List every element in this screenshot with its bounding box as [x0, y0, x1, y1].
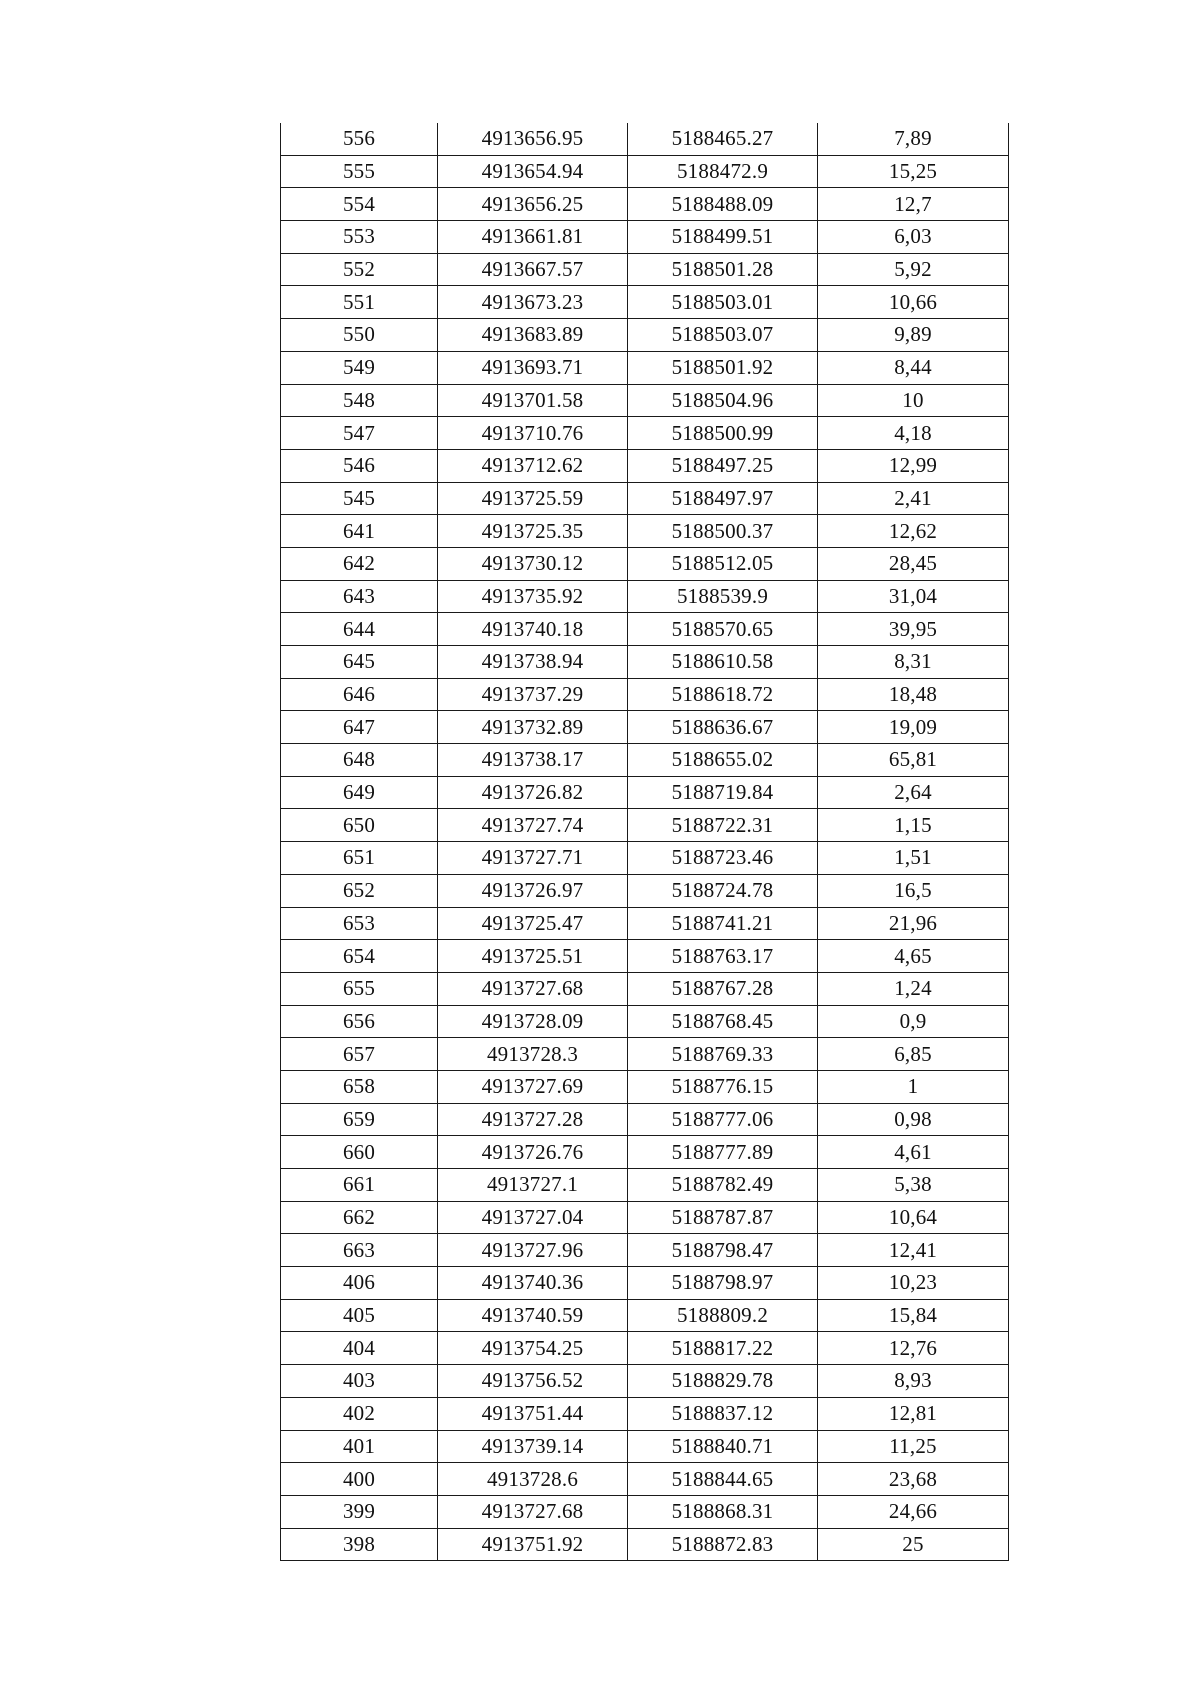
x-coordinate-cell: 4913739.14 [438, 1430, 628, 1463]
distance-cell: 4,61 [818, 1136, 1009, 1169]
table-row [281, 351, 1009, 384]
table-row [281, 449, 1009, 482]
y-coordinate-cell: 5188488.09 [628, 188, 818, 221]
distance-cell: 31,04 [818, 580, 1009, 613]
y-coordinate-cell: 5188776.15 [628, 1070, 818, 1103]
point-number-cell: 663 [281, 1234, 438, 1267]
table-row [281, 221, 1009, 254]
x-coordinate-cell: 4913727.69 [438, 1070, 628, 1103]
distance-cell: 2,64 [818, 776, 1009, 809]
point-number-cell: 659 [281, 1103, 438, 1136]
point-number-cell: 660 [281, 1136, 438, 1169]
y-coordinate-cell: 5188723.46 [628, 842, 818, 875]
y-coordinate-cell: 5188782.49 [628, 1169, 818, 1202]
table-row [281, 319, 1009, 352]
x-coordinate-cell: 4913727.74 [438, 809, 628, 842]
x-coordinate-cell: 4913693.71 [438, 351, 628, 384]
x-coordinate-cell: 4913656.95 [438, 123, 628, 155]
y-coordinate-cell: 5188777.89 [628, 1136, 818, 1169]
distance-cell: 0,98 [818, 1103, 1009, 1136]
point-number-cell: 548 [281, 384, 438, 417]
table-row [281, 1201, 1009, 1234]
distance-cell: 25 [818, 1528, 1009, 1561]
x-coordinate-cell: 4913730.12 [438, 547, 628, 580]
x-coordinate-cell: 4913738.17 [438, 744, 628, 777]
point-number-cell: 555 [281, 155, 438, 188]
distance-cell: 65,81 [818, 744, 1009, 777]
y-coordinate-cell: 5188817.22 [628, 1332, 818, 1365]
table-row [281, 1103, 1009, 1136]
y-coordinate-cell: 5188501.92 [628, 351, 818, 384]
x-coordinate-cell: 4913751.92 [438, 1528, 628, 1561]
x-coordinate-cell: 4913667.57 [438, 253, 628, 286]
distance-cell: 8,93 [818, 1365, 1009, 1398]
x-coordinate-cell: 4913727.96 [438, 1234, 628, 1267]
table-row [281, 188, 1009, 221]
y-coordinate-cell: 5188499.51 [628, 221, 818, 254]
y-coordinate-cell: 5188618.72 [628, 678, 818, 711]
distance-cell: 15,84 [818, 1299, 1009, 1332]
distance-cell: 0,9 [818, 1005, 1009, 1038]
y-coordinate-cell: 5188472.9 [628, 155, 818, 188]
y-coordinate-cell: 5188763.17 [628, 940, 818, 973]
point-number-cell: 661 [281, 1169, 438, 1202]
point-number-cell: 404 [281, 1332, 438, 1365]
y-coordinate-cell: 5188829.78 [628, 1365, 818, 1398]
x-coordinate-cell: 4913728.09 [438, 1005, 628, 1038]
distance-cell: 4,18 [818, 417, 1009, 450]
y-coordinate-cell: 5188777.06 [628, 1103, 818, 1136]
distance-cell: 12,76 [818, 1332, 1009, 1365]
table-row [281, 547, 1009, 580]
table-row [281, 417, 1009, 450]
table-row [281, 711, 1009, 744]
table-row [281, 1495, 1009, 1528]
point-number-cell: 655 [281, 972, 438, 1005]
point-number-cell: 644 [281, 613, 438, 646]
distance-cell: 39,95 [818, 613, 1009, 646]
x-coordinate-cell: 4913727.28 [438, 1103, 628, 1136]
point-number-cell: 649 [281, 776, 438, 809]
distance-cell: 5,38 [818, 1169, 1009, 1202]
x-coordinate-cell: 4913725.51 [438, 940, 628, 973]
table-row [281, 1397, 1009, 1430]
table-row [281, 515, 1009, 548]
point-number-cell: 654 [281, 940, 438, 973]
x-coordinate-cell: 4913735.92 [438, 580, 628, 613]
x-coordinate-cell: 4913673.23 [438, 286, 628, 319]
y-coordinate-cell: 5188798.47 [628, 1234, 818, 1267]
y-coordinate-cell: 5188570.65 [628, 613, 818, 646]
point-number-cell: 545 [281, 482, 438, 515]
y-coordinate-cell: 5188724.78 [628, 874, 818, 907]
x-coordinate-cell: 4913727.04 [438, 1201, 628, 1234]
point-number-cell: 552 [281, 253, 438, 286]
point-number-cell: 551 [281, 286, 438, 319]
point-number-cell: 653 [281, 907, 438, 940]
table-row [281, 809, 1009, 842]
y-coordinate-cell: 5188636.67 [628, 711, 818, 744]
y-coordinate-cell: 5188809.2 [628, 1299, 818, 1332]
point-number-cell: 546 [281, 449, 438, 482]
x-coordinate-cell: 4913656.25 [438, 188, 628, 221]
distance-cell: 8,44 [818, 351, 1009, 384]
y-coordinate-cell: 5188539.9 [628, 580, 818, 613]
x-coordinate-cell: 4913727.68 [438, 972, 628, 1005]
point-number-cell: 641 [281, 515, 438, 548]
x-coordinate-cell: 4913737.29 [438, 678, 628, 711]
y-coordinate-cell: 5188840.71 [628, 1430, 818, 1463]
table-row [281, 1528, 1009, 1561]
y-coordinate-cell: 5188655.02 [628, 744, 818, 777]
table-row [281, 1234, 1009, 1267]
x-coordinate-cell: 4913738.94 [438, 646, 628, 679]
y-coordinate-cell: 5188741.21 [628, 907, 818, 940]
table-row [281, 286, 1009, 319]
table-row [281, 253, 1009, 286]
x-coordinate-cell: 4913726.76 [438, 1136, 628, 1169]
distance-cell: 12,99 [818, 449, 1009, 482]
distance-cell: 24,66 [818, 1495, 1009, 1528]
point-number-cell: 398 [281, 1528, 438, 1561]
distance-cell: 5,92 [818, 253, 1009, 286]
table-row [281, 384, 1009, 417]
coordinates-table-body [281, 123, 1009, 1561]
y-coordinate-cell: 5188504.96 [628, 384, 818, 417]
y-coordinate-cell: 5188837.12 [628, 1397, 818, 1430]
y-coordinate-cell: 5188497.25 [628, 449, 818, 482]
table-row [281, 1136, 1009, 1169]
table-row [281, 1365, 1009, 1398]
point-number-cell: 406 [281, 1267, 438, 1300]
x-coordinate-cell: 4913654.94 [438, 155, 628, 188]
distance-cell: 1,15 [818, 809, 1009, 842]
y-coordinate-cell: 5188500.37 [628, 515, 818, 548]
point-number-cell: 656 [281, 1005, 438, 1038]
y-coordinate-cell: 5188503.01 [628, 286, 818, 319]
point-number-cell: 553 [281, 221, 438, 254]
table-row [281, 1038, 1009, 1071]
y-coordinate-cell: 5188610.58 [628, 646, 818, 679]
x-coordinate-cell: 4913726.82 [438, 776, 628, 809]
x-coordinate-cell: 4913740.18 [438, 613, 628, 646]
point-number-cell: 662 [281, 1201, 438, 1234]
coordinates-table [280, 123, 1009, 1561]
x-coordinate-cell: 4913725.47 [438, 907, 628, 940]
distance-cell: 12,7 [818, 188, 1009, 221]
distance-cell: 11,25 [818, 1430, 1009, 1463]
table-row [281, 972, 1009, 1005]
point-number-cell: 652 [281, 874, 438, 907]
table-row [281, 1169, 1009, 1202]
distance-cell: 15,25 [818, 155, 1009, 188]
y-coordinate-cell: 5188500.99 [628, 417, 818, 450]
distance-cell: 21,96 [818, 907, 1009, 940]
table-row [281, 874, 1009, 907]
point-number-cell: 646 [281, 678, 438, 711]
y-coordinate-cell: 5188868.31 [628, 1495, 818, 1528]
distance-cell: 8,31 [818, 646, 1009, 679]
x-coordinate-cell: 4913740.36 [438, 1267, 628, 1300]
y-coordinate-cell: 5188798.97 [628, 1267, 818, 1300]
distance-cell: 4,65 [818, 940, 1009, 973]
table-row [281, 1267, 1009, 1300]
table-row [281, 613, 1009, 646]
y-coordinate-cell: 5188719.84 [628, 776, 818, 809]
x-coordinate-cell: 4913725.35 [438, 515, 628, 548]
table-row [281, 1332, 1009, 1365]
table-row [281, 776, 1009, 809]
x-coordinate-cell: 4913725.59 [438, 482, 628, 515]
y-coordinate-cell: 5188465.27 [628, 123, 818, 155]
x-coordinate-cell: 4913710.76 [438, 417, 628, 450]
point-number-cell: 554 [281, 188, 438, 221]
x-coordinate-cell: 4913728.6 [438, 1463, 628, 1496]
point-number-cell: 650 [281, 809, 438, 842]
point-number-cell: 643 [281, 580, 438, 613]
y-coordinate-cell: 5188844.65 [628, 1463, 818, 1496]
point-number-cell: 402 [281, 1397, 438, 1430]
distance-cell: 1,51 [818, 842, 1009, 875]
table-row [281, 1005, 1009, 1038]
x-coordinate-cell: 4913740.59 [438, 1299, 628, 1332]
y-coordinate-cell: 5188767.28 [628, 972, 818, 1005]
y-coordinate-cell: 5188722.31 [628, 809, 818, 842]
point-number-cell: 642 [281, 547, 438, 580]
table-row [281, 744, 1009, 777]
table-row [281, 646, 1009, 679]
x-coordinate-cell: 4913661.81 [438, 221, 628, 254]
point-number-cell: 547 [281, 417, 438, 450]
distance-cell: 1,24 [818, 972, 1009, 1005]
table-row [281, 1070, 1009, 1103]
distance-cell: 12,41 [818, 1234, 1009, 1267]
point-number-cell: 651 [281, 842, 438, 875]
table-row [281, 1463, 1009, 1496]
point-number-cell: 549 [281, 351, 438, 384]
distance-cell: 10,64 [818, 1201, 1009, 1234]
distance-cell: 6,03 [818, 221, 1009, 254]
point-number-cell: 403 [281, 1365, 438, 1398]
distance-cell: 10,66 [818, 286, 1009, 319]
x-coordinate-cell: 4913683.89 [438, 319, 628, 352]
x-coordinate-cell: 4913728.3 [438, 1038, 628, 1071]
distance-cell: 12,62 [818, 515, 1009, 548]
x-coordinate-cell: 4913732.89 [438, 711, 628, 744]
x-coordinate-cell: 4913756.52 [438, 1365, 628, 1398]
point-number-cell: 647 [281, 711, 438, 744]
distance-cell: 7,89 [818, 123, 1009, 155]
x-coordinate-cell: 4913726.97 [438, 874, 628, 907]
x-coordinate-cell: 4913751.44 [438, 1397, 628, 1430]
point-number-cell: 550 [281, 319, 438, 352]
table-row [281, 482, 1009, 515]
table-row [281, 1430, 1009, 1463]
point-number-cell: 556 [281, 123, 438, 155]
distance-cell: 9,89 [818, 319, 1009, 352]
y-coordinate-cell: 5188787.87 [628, 1201, 818, 1234]
distance-cell: 2,41 [818, 482, 1009, 515]
x-coordinate-cell: 4913701.58 [438, 384, 628, 417]
distance-cell: 10 [818, 384, 1009, 417]
point-number-cell: 400 [281, 1463, 438, 1496]
table-row [281, 907, 1009, 940]
table-row [281, 123, 1009, 155]
table-row [281, 678, 1009, 711]
distance-cell: 6,85 [818, 1038, 1009, 1071]
table-row [281, 155, 1009, 188]
table-row [281, 1299, 1009, 1332]
distance-cell: 19,09 [818, 711, 1009, 744]
point-number-cell: 658 [281, 1070, 438, 1103]
point-number-cell: 648 [281, 744, 438, 777]
y-coordinate-cell: 5188497.97 [628, 482, 818, 515]
distance-cell: 23,68 [818, 1463, 1009, 1496]
point-number-cell: 645 [281, 646, 438, 679]
y-coordinate-cell: 5188872.83 [628, 1528, 818, 1561]
table-row [281, 842, 1009, 875]
y-coordinate-cell: 5188769.33 [628, 1038, 818, 1071]
y-coordinate-cell: 5188512.05 [628, 547, 818, 580]
x-coordinate-cell: 4913727.68 [438, 1495, 628, 1528]
distance-cell: 10,23 [818, 1267, 1009, 1300]
y-coordinate-cell: 5188501.28 [628, 253, 818, 286]
y-coordinate-cell: 5188503.07 [628, 319, 818, 352]
distance-cell: 1 [818, 1070, 1009, 1103]
distance-cell: 16,5 [818, 874, 1009, 907]
table-row [281, 580, 1009, 613]
x-coordinate-cell: 4913712.62 [438, 449, 628, 482]
table-row [281, 940, 1009, 973]
point-number-cell: 657 [281, 1038, 438, 1071]
point-number-cell: 405 [281, 1299, 438, 1332]
distance-cell: 18,48 [818, 678, 1009, 711]
point-number-cell: 401 [281, 1430, 438, 1463]
x-coordinate-cell: 4913754.25 [438, 1332, 628, 1365]
distance-cell: 28,45 [818, 547, 1009, 580]
point-number-cell: 399 [281, 1495, 438, 1528]
distance-cell: 12,81 [818, 1397, 1009, 1430]
y-coordinate-cell: 5188768.45 [628, 1005, 818, 1038]
x-coordinate-cell: 4913727.71 [438, 842, 628, 875]
x-coordinate-cell: 4913727.1 [438, 1169, 628, 1202]
